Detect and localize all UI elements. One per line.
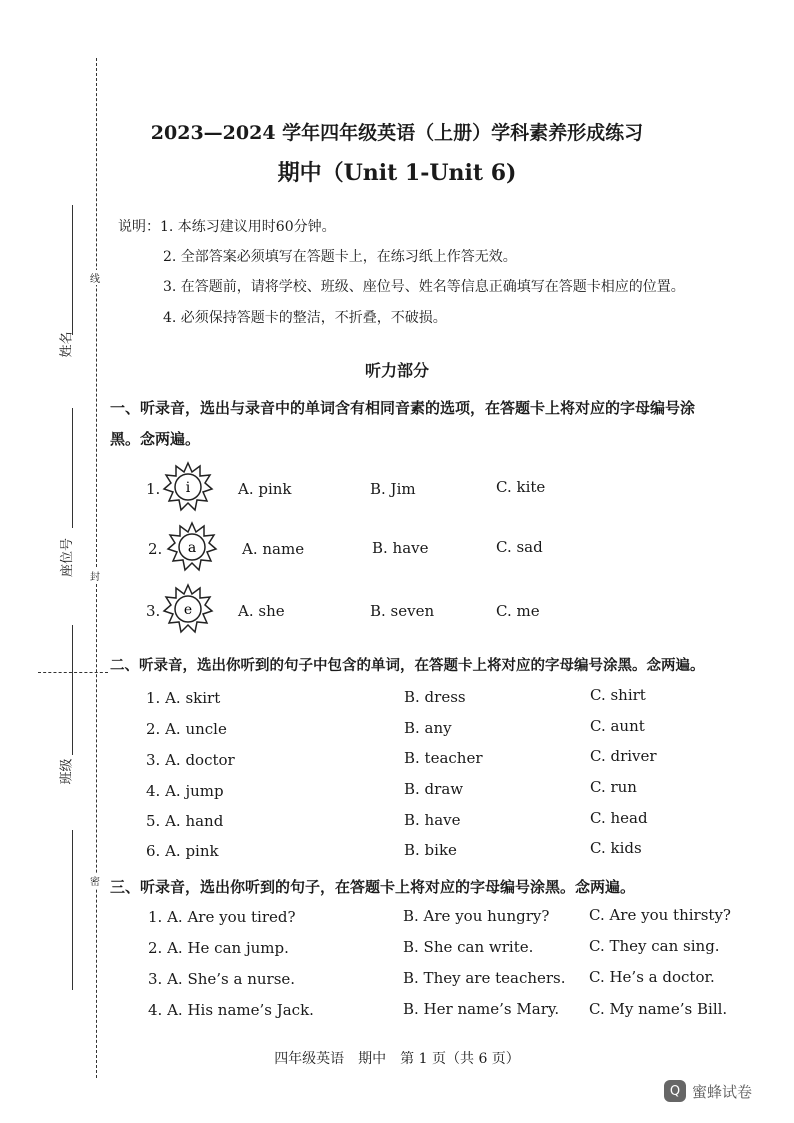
p2-item-4-a: 4. A. jump [146,782,224,800]
p3-item-4-a: 4. A. His name’s Jack. [148,1001,314,1019]
p2-item-5-b: B. have [404,811,461,829]
p3-item-1-c: C. Are you thirsty? [589,906,731,924]
binding-char-line: 线 [90,270,100,285]
school-underline [72,830,73,990]
p1-item-3-b: B. seven [370,602,435,620]
binding-char-secret: 密 [90,873,100,888]
sun-letter: i [185,480,191,496]
note-2: 2. 全部答案必须填写在答题卡上，在练习纸上作答无效。 [163,249,517,265]
section-title: 听力部分 [364,361,429,380]
note-4: 4. 必须保持答题卡的整洁，不折叠，不破损。 [163,310,447,326]
p2-item-3-a: 3. A. doctor [146,751,235,769]
page-footer: 四年级英语 期中 第 1 页（共 6 页） [274,1051,520,1067]
p2-item-4-c: C. run [590,778,637,796]
name-label: 姓名 [59,331,75,358]
p2-item-5-a: 5. A. hand [146,812,224,830]
p2-item-6-c: C. kids [590,839,642,857]
page-title: 2023—2024 学年四年级英语（上册）学科素养形成练习 [150,122,644,144]
name-underline [72,205,73,335]
p3-item-2-b: B. She can write. [403,938,534,956]
note-1: 说明：1. 本练习建议用时60分钟。 [118,219,336,235]
sun-icon [166,521,218,573]
p3-item-3-b: B. They are teachers. [403,969,566,987]
p1-item-1-b: B. Jim [370,480,416,498]
p3-item-4-b: B. Her name’s Mary. [403,1000,560,1018]
p2-item-1-a: 1. A. skirt [146,689,221,707]
p1-item-3-c: C. me [496,602,540,620]
p2-item-3-c: C. driver [590,747,657,765]
p1-item-1-a: A. pink [238,480,292,498]
seat-underline [72,408,73,528]
part1-heading-line2: 黑。念两遍。 [110,430,201,448]
p1-item-2-b: B. have [372,539,429,557]
p3-item-2-c: C. They can sing. [589,937,720,955]
part1-heading-line1: 一、听录音，选出与录音中的单词含有相同音素的选项，在答题卡上将对应的字母编号涂 [110,399,696,417]
class-underline [72,625,73,755]
p1-item-3-a: A. she [238,602,285,620]
p3-item-2-a: 2. A. He can jump. [148,939,289,957]
bee-logo-icon: Q [664,1080,686,1102]
note-3: 3. 在答题前，请将学校、班级、座位号、姓名等信息正确填写在答题卡相应的位置。 [163,279,685,295]
p1-item-3-num: 3. [146,602,161,620]
p2-item-6-a: 6. A. pink [146,842,219,860]
cut-line [38,672,108,673]
p3-item-3-c: C. He’s a doctor. [589,968,715,986]
p2-item-5-c: C. head [590,809,648,827]
p3-item-1-b: B. Are you hungry? [403,907,550,925]
watermark [664,1080,752,1102]
watermark-text: 蜜蜂试卷 [692,1082,753,1101]
p2-item-3-b: B. teacher [404,749,483,767]
p2-item-1-b: B. dress [404,688,466,706]
p3-item-4-c: C. My name’s Bill. [589,1000,728,1018]
p3-item-3-a: 3. A. She’s a nurse. [148,970,296,988]
part2-heading: 二、听录音，选出你听到的句子中包含的单词，在答题卡上将对应的字母编号涂黑。念两遍。 [110,657,705,674]
binding-char-seal: 封 [90,568,100,583]
sun-icon [162,461,214,513]
sun-icon [162,583,214,635]
p2-item-2-b: B. any [404,719,452,737]
p1-item-1-c: C. kite [496,478,546,496]
page-subtitle: 期中（Unit 1-Unit 6) [277,160,517,186]
sun-letter: a [187,540,197,556]
p1-item-1-num: 1. [146,480,161,498]
p2-item-2-c: C. aunt [590,717,645,735]
class-label: 班级 [59,758,75,785]
p2-item-6-b: B. bike [404,841,457,859]
p1-item-2-a: A. name [242,540,305,558]
p1-item-2-c: C. sad [496,538,543,556]
p1-item-2-num: 2. [148,540,163,558]
p2-item-2-a: 2. A. uncle [146,720,227,738]
part3-heading: 三、听录音，选出你听到的句子，在答题卡上将对应的字母编号涂黑。念两遍。 [110,878,636,896]
p2-item-1-c: C. shirt [590,686,646,704]
p3-item-1-a: 1. A. Are you tired? [148,908,296,926]
sun-letter: e [183,602,193,618]
seat-label: 座位号 [60,537,76,578]
p2-item-4-b: B. draw [404,780,464,798]
